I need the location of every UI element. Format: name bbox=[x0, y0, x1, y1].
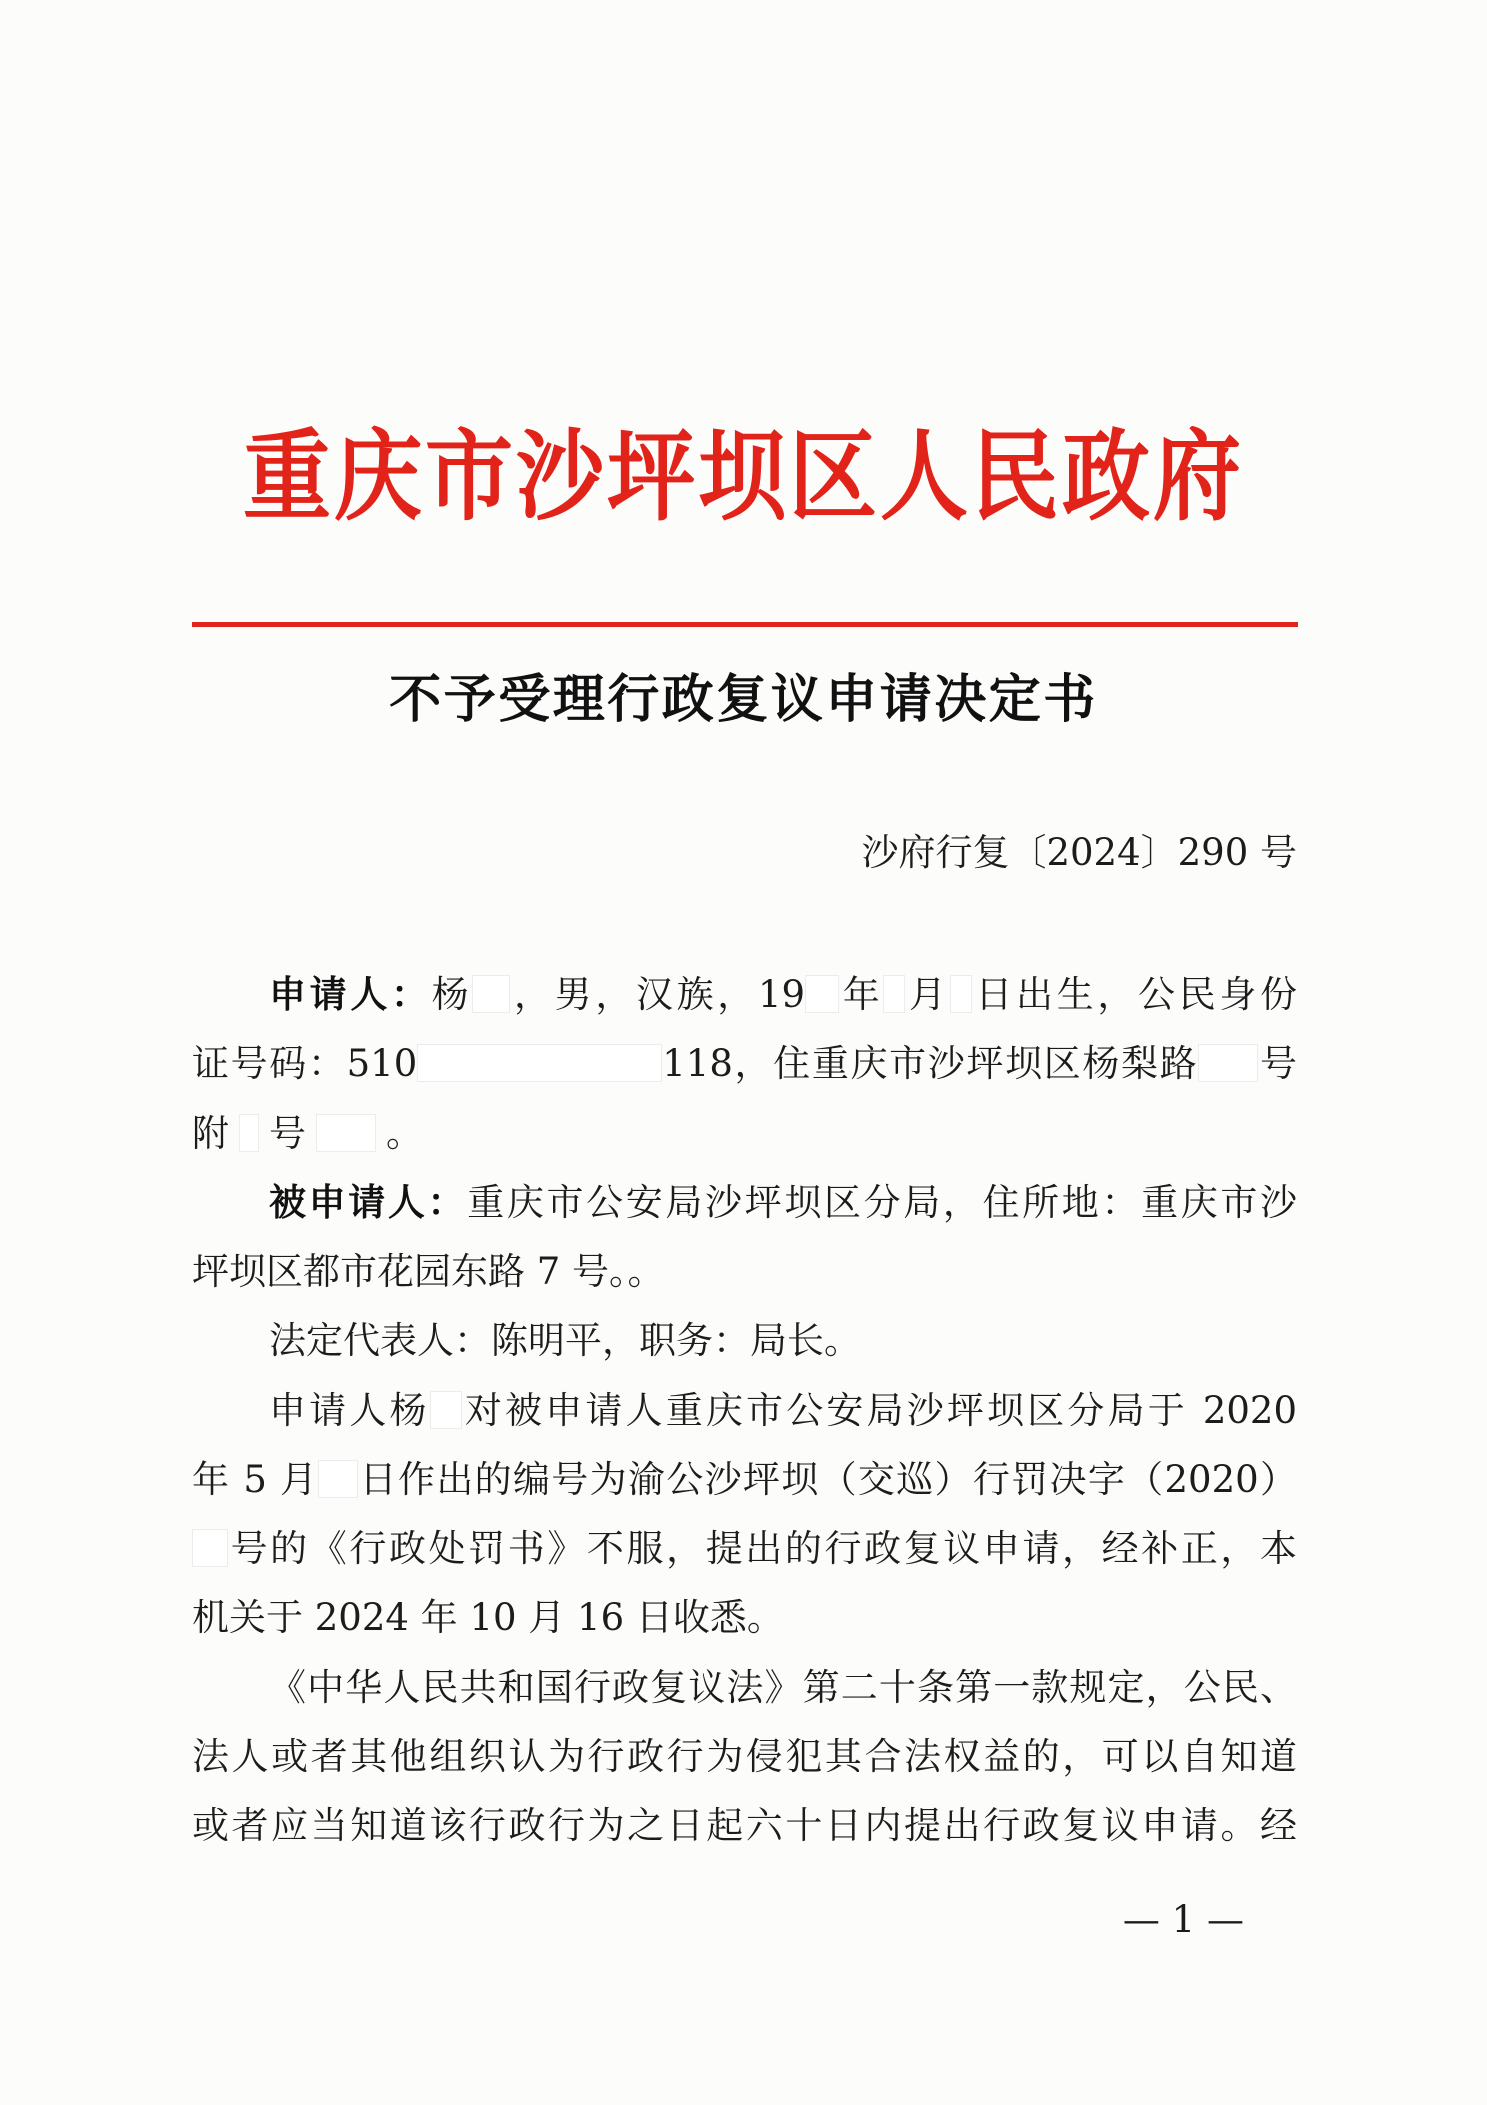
body-line bbox=[192, 1722, 1297, 1791]
applicant-text: 年 bbox=[839, 973, 884, 1016]
applicant-text: 日出生，公民身份 bbox=[971, 973, 1298, 1016]
page-number: — 1 — bbox=[1122, 1898, 1244, 1941]
applicant-text: 杨 bbox=[431, 973, 473, 1016]
facts-text: 申请人杨 bbox=[269, 1388, 430, 1432]
applicant-label: 申请人： bbox=[269, 972, 432, 1016]
issuer-header: 重庆市沙坪坝区人民政府 bbox=[242, 417, 1244, 535]
facts-text: 号的《行政处罚书》不服，提出的行政复议申请，经补正，本 bbox=[228, 1527, 1297, 1570]
body-line bbox=[192, 1237, 1297, 1306]
applicant-text: 证号码：510 bbox=[192, 1042, 418, 1086]
body-line bbox=[192, 1376, 1297, 1445]
red-divider-line bbox=[192, 622, 1298, 627]
body-line bbox=[192, 1791, 1297, 1860]
legal-representative-text: 法定代表人：陈明平，职务：局长。 bbox=[269, 1319, 861, 1363]
document-title: 不予受理行政复议申请决定书 bbox=[389, 669, 1098, 730]
redaction-box bbox=[1198, 1044, 1258, 1082]
applicant-text: 附 bbox=[192, 1111, 229, 1155]
redaction-box bbox=[883, 975, 905, 1013]
applicant-text: 。 bbox=[386, 1111, 423, 1155]
applicant-text: 月 bbox=[905, 973, 950, 1016]
facts-text: 机关于 2024 年 10 月 16 日收悉。 bbox=[192, 1596, 784, 1640]
redaction-box bbox=[417, 1044, 662, 1082]
facts-text: 年 5 月 bbox=[192, 1457, 319, 1501]
applicant-text: 号 bbox=[1258, 1042, 1297, 1086]
applicant-text: 号 bbox=[269, 1111, 306, 1155]
redaction-box bbox=[239, 1114, 259, 1152]
body-line bbox=[192, 1099, 1297, 1168]
redaction-box bbox=[192, 1529, 228, 1567]
facts-text: 对被申请人重庆市公安局沙坪坝区分局于 2020 bbox=[461, 1388, 1297, 1432]
respondent-text: 坪坝区都市花园东路 7 号。。 bbox=[192, 1250, 665, 1293]
facts-text: 日作出的编号为渝公沙坪坝（交巡）行罚决字（2020） bbox=[358, 1457, 1297, 1501]
document-number: 沙府行复〔2024〕290 号 bbox=[861, 831, 1297, 874]
respondent-text: 重庆市公安局沙坪坝区分局，住所地：重庆市沙 bbox=[467, 1180, 1298, 1224]
body-line bbox=[192, 1029, 1297, 1098]
legal-basis-text: 《中华人民共和国行政复议法》第二十条第一款规定，公民、 bbox=[269, 1665, 1297, 1709]
body-line bbox=[192, 1445, 1297, 1514]
redaction-box bbox=[316, 1114, 376, 1152]
body-line bbox=[192, 1168, 1297, 1237]
body-line bbox=[192, 1583, 1297, 1652]
redaction-box bbox=[430, 1391, 462, 1429]
applicant-text: 118，住重庆市沙坪坝区杨梨路 bbox=[662, 1042, 1199, 1086]
legal-basis-text: 法人或者其他组织认为行政行为侵犯其合法权益的，可以自知道 bbox=[192, 1734, 1297, 1778]
redaction-box bbox=[950, 975, 972, 1013]
applicant-text: ，男，汉族，19 bbox=[510, 973, 806, 1016]
redaction-box bbox=[472, 975, 510, 1013]
body-line bbox=[192, 960, 1297, 1029]
redaction-box bbox=[805, 975, 839, 1013]
body-line bbox=[192, 1514, 1297, 1583]
redaction-box bbox=[318, 1460, 358, 1498]
respondent-label: 被申请人： bbox=[269, 1179, 468, 1224]
body-line bbox=[192, 1306, 1297, 1375]
body-line bbox=[192, 1653, 1297, 1722]
legal-basis-text: 或者应当知道该行政行为之日起六十日内提出行政复议申请。经 bbox=[192, 1804, 1297, 1847]
document-body bbox=[192, 960, 1297, 1860]
